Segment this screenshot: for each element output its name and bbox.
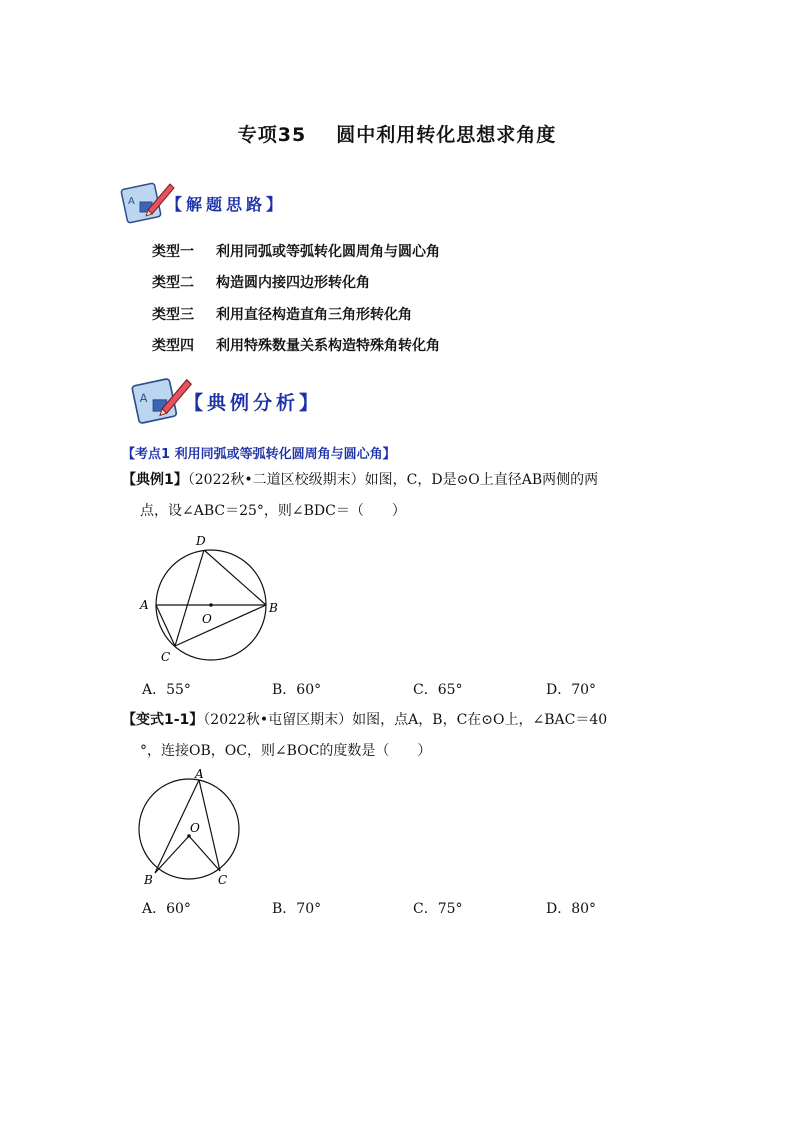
question-1-head: 【典例1】 [122,472,188,488]
type-text: 利用同弧或等弧转化圆周角与圆心角 [216,244,440,260]
label-b: B [144,873,153,887]
question-1 [122,465,682,527]
question-1-options [142,679,662,699]
type-label: 类型三 [152,307,194,323]
label-c: C [161,650,171,664]
type-text: 利用直径构造直角三角形转化角 [216,307,412,323]
option-a: A．55° [142,682,191,698]
label-a: A [140,598,149,612]
type-row-3 [152,304,412,324]
option-d: D．80° [546,901,597,917]
question-1-line-2: 点，设∠ABC＝25°，则∠BDC＝（ ） [140,503,406,519]
circle-o [139,779,239,879]
label-d: D [196,534,206,548]
option-d: D．70° [546,682,597,698]
label-a: A [195,767,204,781]
chord-cb [175,605,266,646]
chord-ac [199,780,220,871]
type-label: 类型四 [152,338,194,354]
figure-2-circle-diagram [132,765,252,890]
figure-1-circle-diagram [132,530,292,670]
type-text: 利用特殊数量关系构造特殊角转化角 [216,338,440,354]
label-o: O [202,612,212,626]
example-analysis-banner [128,373,322,429]
svg-text:A: A [128,196,135,207]
title-prefix: 专项35 [237,124,307,146]
solution-ideas-banner [118,178,286,228]
svg-text:A: A [139,392,148,406]
radius-ob [155,836,189,873]
question-2-options [142,898,662,918]
question-2-head: 【变式1-1】 [122,712,204,728]
option-b: B．70° [272,901,322,917]
type-text: 构造圆内接四边形转化角 [216,275,370,291]
chord-dc [175,550,204,646]
option-b: B．60° [272,682,322,698]
option-c: C．75° [413,901,463,917]
type-label: 类型二 [152,275,194,291]
title-main: 圆中利用转化思想求角度 [336,124,557,146]
example-analysis-title: 【典例分析】 [184,391,323,414]
type-row-1 [152,241,440,261]
option-c: C．65° [413,682,463,698]
section-heading-kaodian-1: 【考点1 利用同弧或等弧转化圆周角与圆心角】 [122,447,396,462]
chord-bd [204,550,266,605]
question-2-line-2: °，连接OB，OC，则∠BOC的度数是（ ） [140,743,432,759]
question-2-line-1: （2022秋•屯留区期末）如图，点A，B，C在⊙O上，∠BAC＝40 [203,712,608,728]
chord-ca [156,605,175,646]
type-row-2 [152,272,370,292]
type-label: 类型一 [152,244,194,260]
center-point-o [209,603,213,607]
question-2 [122,705,682,767]
page-title [0,120,794,147]
solution-ideas-title: 【解题思路】 [166,194,287,214]
label-b: B [269,601,278,615]
question-1-line-1: （2022秋•二道区校级期末）如图，C，D是⊙O上直径AB两侧的两 [187,472,599,488]
type-row-4 [152,335,440,355]
label-c: C [218,873,228,887]
option-a: A．60° [142,901,191,917]
label-o: O [190,821,200,835]
